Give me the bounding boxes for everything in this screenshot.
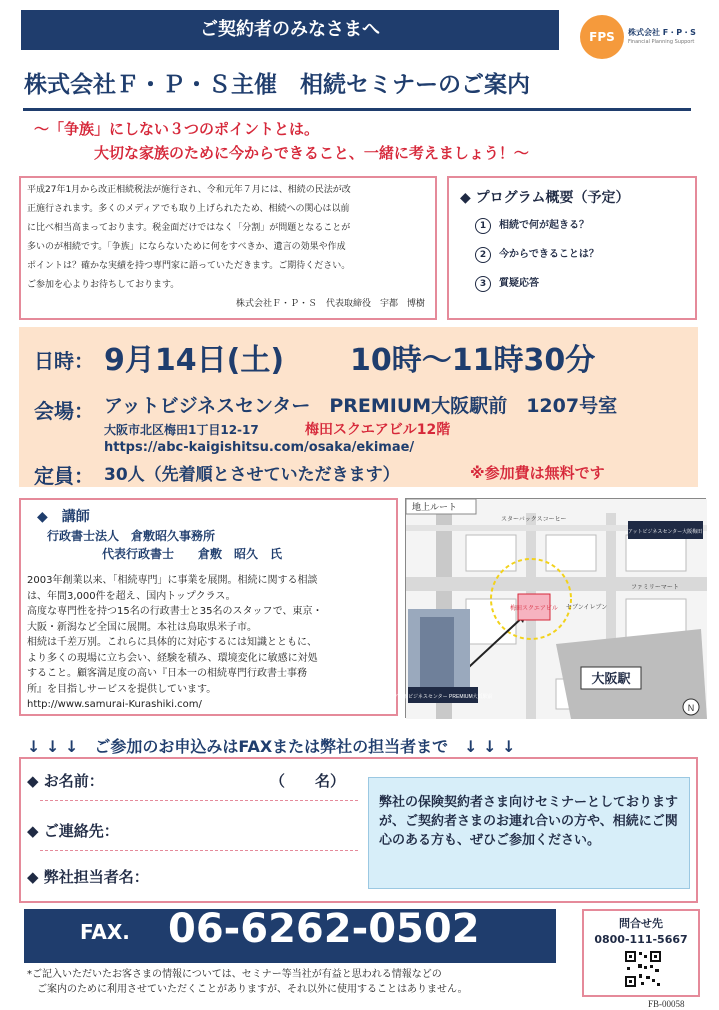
- name-field-label: ◆ お名前：: [27, 772, 104, 790]
- intro-signature: 株式会社Ｆ・Ｐ・Ｓ 代表取締役 宇都 博樹: [235, 299, 425, 309]
- title-divider: [23, 108, 691, 111]
- page-title: 株式会社Ｆ・Ｐ・Ｓ主催 相続セミナーのご案内: [24, 72, 530, 98]
- event-venue: アットビジネスセンター PREMIUM大阪駅前 1207号室: [104, 395, 618, 417]
- bio-line: 高度な専門性を持つ15名の行政書士と35名のスタッフで、東京・: [27, 606, 323, 617]
- lecturer-heading: ◆ 講師: [37, 509, 90, 525]
- map-familymart-label: ファミリーマート: [631, 585, 679, 591]
- lecturer-organization: 行政書士法人 倉敷昭久事務所: [47, 529, 216, 543]
- venue-label: 会場：: [34, 399, 94, 423]
- map-header-label: 地上ルート: [412, 502, 458, 512]
- qr-code-icon[interactable]: [624, 950, 662, 988]
- staff-field-label: ◆ 弊社担当者名：: [27, 868, 149, 886]
- company-logo: FPS: [580, 15, 624, 59]
- event-date: 9月14日(土): [104, 343, 285, 378]
- event-time: 10時～11時30分: [350, 343, 596, 378]
- footnote-line: ご案内のために利用させていただくことがありますが、それ以外に使用することはありません。: [27, 984, 468, 995]
- program-item-number: 3: [475, 276, 491, 292]
- bio-line: 2003年創業以来、「相続専門」に事業を展開。相続に関する相談: [27, 575, 318, 586]
- lecturer-bio: [27, 573, 393, 713]
- bio-line: すること。顧客満足度の高い『日本一の相続専門行政書士事務: [27, 668, 307, 679]
- participant-count-field[interactable]: （ 名）: [270, 772, 346, 790]
- footnote-line: *ご記入いただいたお客さまの情報については、セミナー等当社が有益と思われる情報などの: [27, 969, 442, 980]
- program-item-number: 2: [475, 247, 491, 263]
- map-station-label: 大阪駅: [591, 671, 631, 686]
- logo-company-name: 株式会社 F・P・S: [628, 28, 696, 37]
- document-code: FB-00058: [648, 999, 685, 1009]
- event-address: 大阪市北区梅田1丁目12-17: [104, 423, 259, 437]
- program-item-text: 相続で何が起きる？: [499, 220, 589, 231]
- venue-url-link[interactable]: https://abc-kaigishitsu.com/osaka/ekimae/: [104, 440, 415, 455]
- date-label: 日時：: [34, 349, 94, 373]
- contact-title: 問合せ先: [619, 917, 663, 930]
- svg-text:N: N: [687, 703, 695, 713]
- bio-line: 大阪・新潟など全国に展開。本社は鳥取県米子市。: [27, 621, 257, 633]
- intro-text: [27, 181, 429, 295]
- name-field-line[interactable]: [40, 800, 358, 801]
- application-headline: ↓ ↓ ↓ ご参加のお申込みはFAXまたは弊社の担当者まで ↓ ↓ ↓: [27, 737, 516, 756]
- contact-phone[interactable]: 0800-111-5667: [594, 933, 688, 946]
- intro-line: 多いのが相続です。「争族」にならないために何をすべきか、遺言の効果や作成: [27, 242, 346, 252]
- event-capacity: 30人（先着順とさせていただきます）: [104, 465, 400, 485]
- intro-line: 正施行されます。多くのメディアでも取り上げられたため、相続への関心は以前: [27, 204, 350, 214]
- header-banner: ご契約者のみなさまへ: [21, 10, 559, 50]
- tagline-line-1: ～「争族」にしない３つのポイントとは。: [34, 120, 320, 138]
- contact-field-line[interactable]: [40, 850, 358, 851]
- bio-line: より多くの現場に立ち会い、経験を積み、環境変化に敏感に対処: [27, 652, 318, 664]
- privacy-footnote: [27, 967, 577, 997]
- map-graphic: [393, 499, 707, 719]
- program-item-number: 1: [475, 218, 491, 234]
- tagline-line-2: 大切な家族のために今からできること、一緒に考えましょう！～: [94, 144, 529, 162]
- map-starbucks-label: スターバックスコーヒー: [501, 517, 567, 523]
- invitation-note: 弊社の保険契約者さま向けセミナーとしておりますが、ご契約者さまのお連れ合いの方や、相続にご関心のある方も、ぜひご参加ください。: [379, 795, 679, 848]
- program-item-text: 質疑応答: [499, 278, 539, 289]
- program-item-text: 今からできることは？: [499, 249, 599, 260]
- map-venue-callout: アットビジネスセンター大阪梅田: [627, 529, 703, 535]
- bio-line: 所』を目指しサービスを提供しています。: [27, 683, 217, 695]
- bio-line: 相続は千差万別。これらに具体的に対応するには知識とともに、: [27, 637, 317, 648]
- map-photo-caption: アットビジネスセンター PREMIUM大阪駅前: [393, 694, 493, 700]
- map-building-label: 梅田スクエアビル: [510, 606, 558, 612]
- event-building: 梅田スクエアビル12階: [305, 422, 451, 438]
- program-item: [475, 274, 685, 292]
- lecturer-website-link[interactable]: http://www.samurai-Kurashiki.com/: [27, 699, 202, 710]
- fax-label: FAX.: [80, 920, 130, 944]
- contact-field-label: ◆ ご連絡先：: [27, 822, 119, 840]
- bio-line: は、年間3,000件を超え、国内トップクラス。: [27, 590, 236, 602]
- intro-line: ポイントは？確かな実績を持つ専門家に語っていただきます。ご期待ください。: [27, 261, 351, 271]
- program-title: ◆ プログラム概要（予定）: [460, 190, 630, 206]
- logo-tagline: Financial Planning Support: [628, 39, 695, 45]
- program-item: [475, 216, 685, 234]
- capacity-label: 定員：: [34, 464, 94, 488]
- lecturer-name: 代表行政書士 倉敷 昭久 氏: [102, 547, 283, 561]
- intro-line: ご参加を心よりお待ちしております。: [27, 280, 180, 290]
- program-item: [475, 245, 685, 263]
- intro-line: に比べ相当高まっております。税金面だけではなく「分割」が問題となることが: [27, 223, 351, 233]
- fax-number[interactable]: 06-6262-0502: [168, 906, 480, 952]
- free-admission-note: ※参加費は無料です: [470, 464, 605, 482]
- map-seven-label: セブンイレブン: [566, 605, 608, 611]
- access-map: [393, 498, 706, 718]
- intro-line: 平成27年1月から改正相続税法が施行され、令和元年７月には、相続の民法が改: [27, 185, 351, 195]
